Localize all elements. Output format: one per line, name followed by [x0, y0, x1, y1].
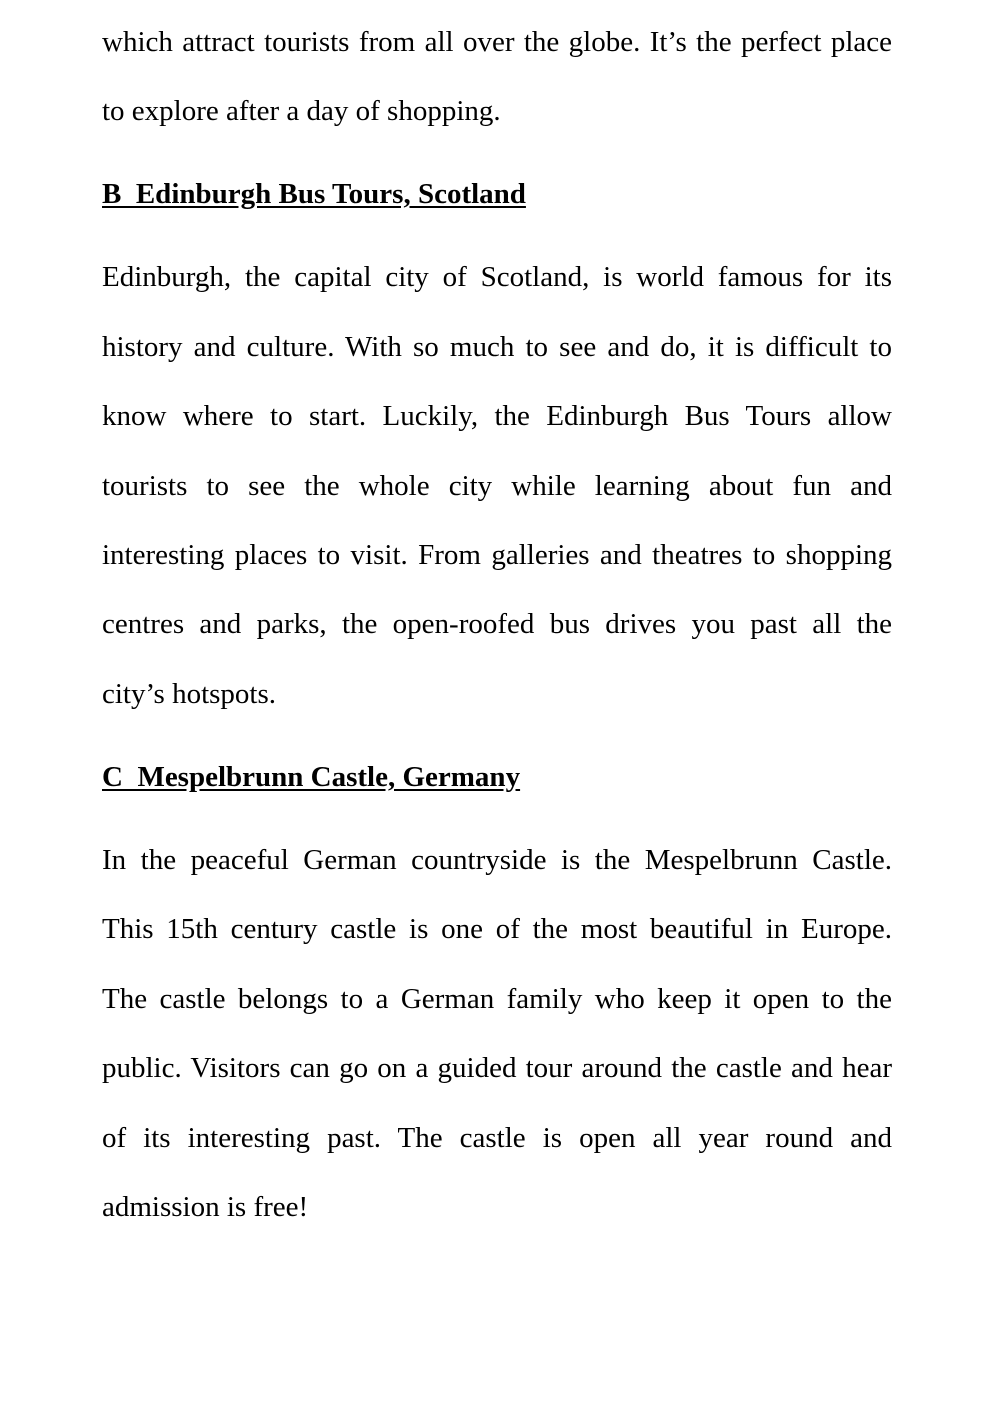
paragraph-line: This 15th century castle is one of the most beautiful in Europe.	[102, 913, 892, 945]
paragraph-line: which attract tourists from all over the globe. It’s the perfect place	[102, 26, 892, 58]
paragraph-line: to explore after a day of shopping.	[102, 95, 501, 127]
paragraph-line: The castle belongs to a German family who keep it open to the	[102, 983, 892, 1015]
paragraph-line: In the peaceful German countryside is the Mespelbrunn Castle.	[102, 844, 892, 876]
section-c-heading: C Mespelbrunn Castle, Germany	[102, 761, 521, 793]
paragraph-line: know where to start. Luckily, the Edinburgh Bus Tours allow	[102, 400, 892, 432]
paragraph-line: history and culture. With so much to see and do, it is difficult to	[102, 331, 892, 363]
paragraph-line: public. Visitors can go on a guided tour around the castle and hear	[102, 1052, 892, 1084]
paragraph-line: Edinburgh, the capital city of Scotland, is world famous for its	[102, 261, 892, 293]
paragraph-line: of its interesting past. The castle is open all year round and	[102, 1122, 892, 1154]
paragraph-line: tourists to see the whole city while learning about fun and	[102, 470, 892, 502]
section-b-heading: B Edinburgh Bus Tours, Scotland	[102, 178, 526, 210]
paragraph-line: interesting places to visit. From galleries and theatres to shopping	[102, 539, 892, 571]
paragraph-line: centres and parks, the open-roofed bus drives you past all the	[102, 608, 892, 640]
paragraph-line: admission is free!	[102, 1191, 309, 1223]
paragraph-line: city’s hotspots.	[102, 678, 277, 710]
